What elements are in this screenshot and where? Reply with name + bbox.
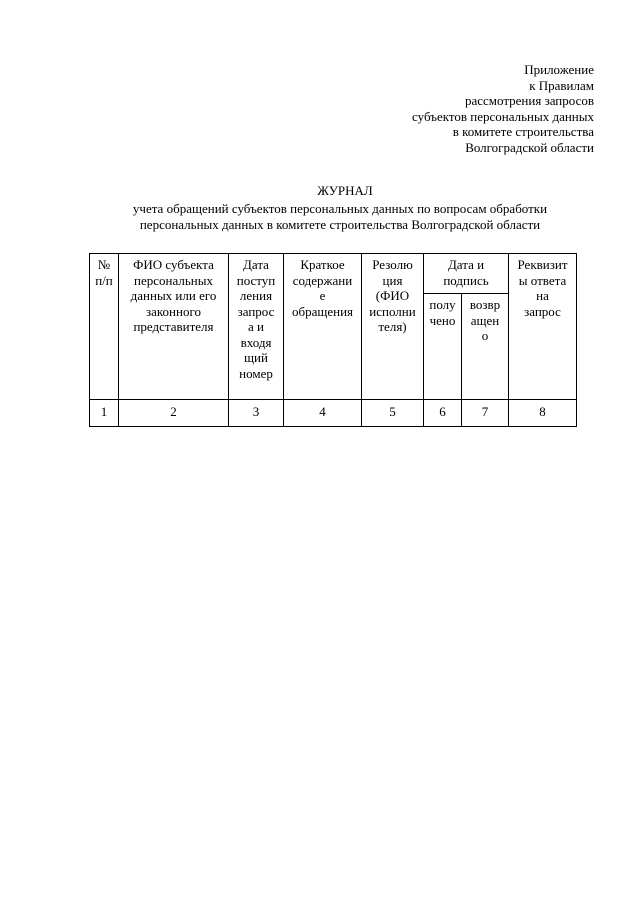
- header-num: № п/п: [90, 254, 119, 400]
- column-number-cell: 1: [90, 400, 119, 427]
- column-number-cell: 8: [509, 400, 577, 427]
- header-response: Реквизит ы ответа на запрос: [509, 254, 577, 400]
- header-row: [90, 254, 577, 294]
- header-resolution: Резолю ция (ФИО исполни теля): [362, 254, 424, 400]
- document-subtitle: [90, 201, 590, 232]
- header-fio: ФИО субъекта персональных данных или его законного представителя: [119, 254, 229, 400]
- appendix-line: Приложение: [524, 62, 594, 77]
- column-number-cell: 3: [229, 400, 284, 427]
- subtitle-line: учета обращений субъектов персональных данных по вопросам обработки: [132, 201, 548, 216]
- column-number-row: [90, 400, 577, 427]
- header-date-sign: Дата и подпись: [424, 254, 509, 294]
- header-returned: возвр ащен о: [462, 294, 509, 400]
- column-number-cell: 5: [362, 400, 424, 427]
- appendix-line: Волгоградской области: [465, 139, 594, 155]
- appendix-line: рассмотрения запросов: [464, 93, 594, 108]
- header-received: полу чено: [424, 294, 462, 400]
- column-number-cell: 6: [424, 400, 462, 427]
- header-date-received: Дата поступ ления запрос а и входя щий номер: [229, 254, 284, 400]
- subtitle-line: персональных данных в комитете строительства Волгоградской области: [139, 216, 541, 232]
- appendix-line: к Правилам: [529, 77, 594, 93]
- appendix-line: субъектов персональных данных: [412, 108, 594, 124]
- appendix-line: в комитете строительства: [452, 124, 594, 139]
- column-number-cell: 7: [462, 400, 509, 427]
- journal-table: [89, 253, 577, 427]
- header-summary: Краткое содержани е обращения: [284, 254, 362, 400]
- appendix-block: [294, 62, 594, 155]
- document-title: ЖУРНАЛ: [317, 183, 373, 198]
- column-number-cell: 2: [119, 400, 229, 427]
- column-number-cell: 4: [284, 400, 362, 427]
